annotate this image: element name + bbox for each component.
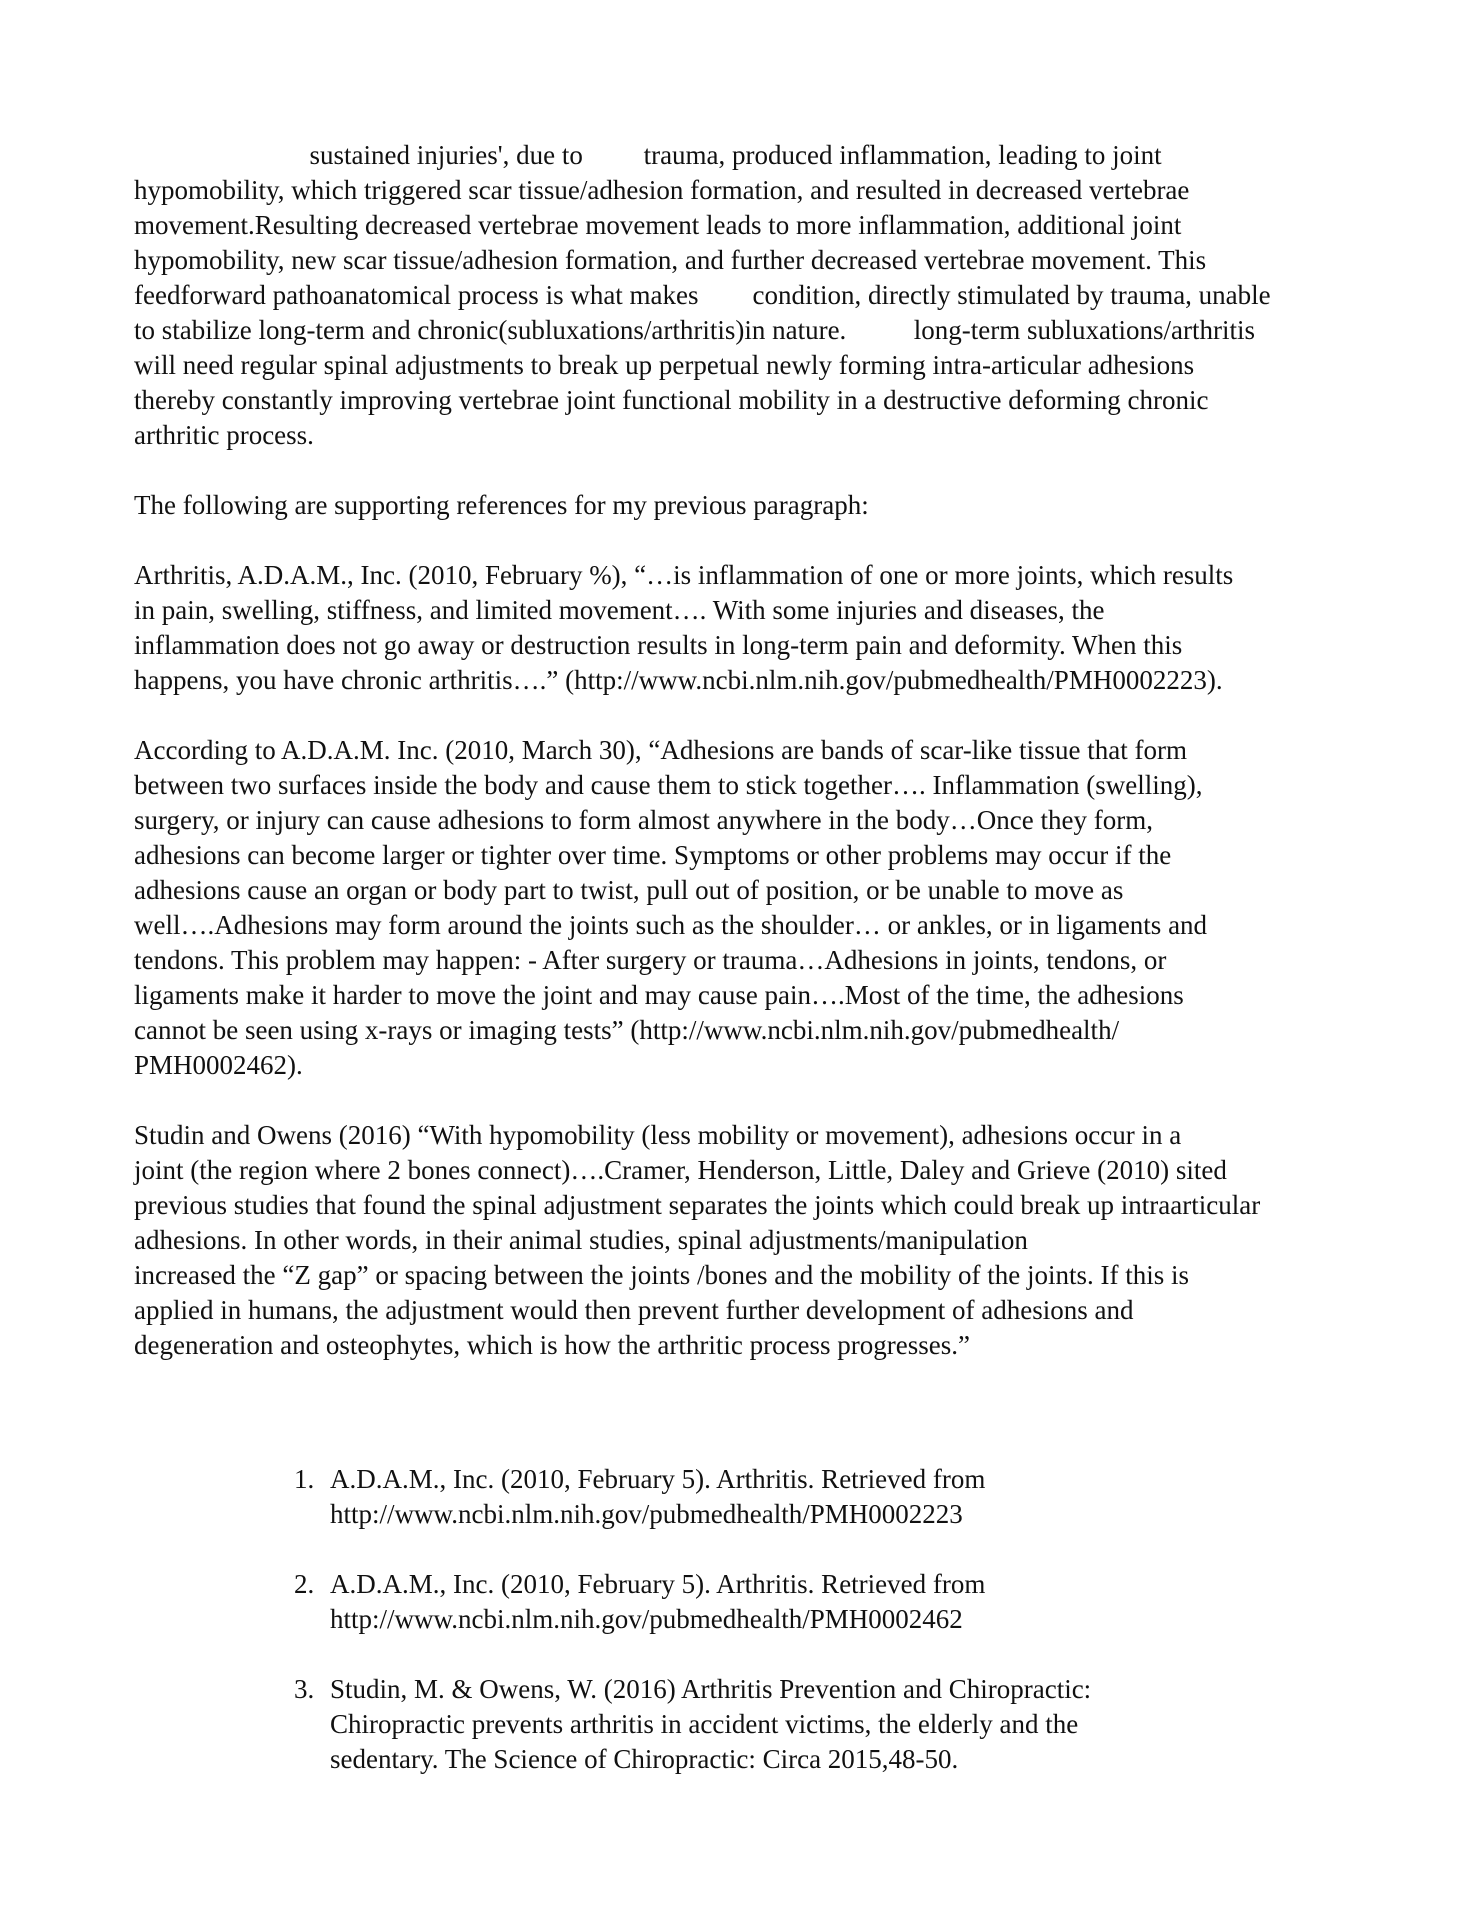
text-line: hypomobility, which triggered scar tissue/adhesion formation, and resulted in decreased vertebrae xyxy=(134,175,1190,205)
text-line: Arthritis, A.D.A.M., Inc. (2010, February %), “…is inflammation of one or more joints, which results xyxy=(134,560,1234,590)
reference-text: Studin, M. & Owens, W. (2016) Arthritis Prevention and Chiropractic: xyxy=(330,1674,1092,1704)
reference-item xyxy=(294,1672,1194,1777)
text-line: According to A.D.A.M. Inc. (2010, March 30), “Adhesions are bands of scar-like tissue that form xyxy=(134,735,1187,765)
reference-item xyxy=(294,1567,1194,1637)
paragraph-references-intro xyxy=(134,488,1374,523)
text-line: hypomobility, new scar tissue/adhesion formation, and further decreased vertebrae movement. This xyxy=(134,245,1207,275)
text-line: degeneration and osteophytes, which is how the arthritic process progresses.” xyxy=(134,1330,971,1360)
text-line: PMH0002462). xyxy=(134,1050,303,1080)
text-line: increased the “Z gap” or spacing between the joints /bones and the mobility of the joints. If this is xyxy=(134,1260,1189,1290)
text-line: surgery, or injury can cause adhesions to form almost anywhere in the body…Once they form, xyxy=(134,805,1153,835)
text-line: tendons. This problem may happen: - After surgery or trauma…Adhesions in joints, tendons, or xyxy=(134,945,1167,975)
text-line: ligaments make it harder to move the joint and may cause pain….Most of the time, the adhesions xyxy=(134,980,1184,1010)
text-line: sustained injuries', due to trauma, produced inflammation, leading to joint xyxy=(134,140,1162,170)
text-line: arthritic process. xyxy=(134,420,314,450)
reference-text: Chiropractic prevents arthritis in accident victims, the elderly and the xyxy=(330,1709,1079,1739)
text-line: previous studies that found the spinal adjustment separates the joints which could break up intraarticular xyxy=(134,1190,1261,1220)
text-line: adhesions cause an organ or body part to twist, pull out of position, or be unable to move as xyxy=(134,875,1124,905)
reference-list xyxy=(294,1567,1194,1637)
text-line: between two surfaces inside the body and cause them to stick together…. Inflammation (swelling), xyxy=(134,770,1203,800)
text-line: adhesions. In other words, in their animal studies, spinal adjustments/manipulation xyxy=(134,1225,1028,1255)
text-line: Studin and Owens (2016) “With hypomobility (less mobility or movement), adhesions occur in a xyxy=(134,1120,1182,1150)
text-line: applied in humans, the adjustment would then prevent further development of adhesions and xyxy=(134,1295,1134,1325)
reference-number: 3. xyxy=(294,1674,315,1704)
reference-link[interactable]: http://www.ncbi.nlm.nih.gov/pubmedhealth/PMH0002223 xyxy=(330,1499,963,1529)
reference-link[interactable]: http://www.ncbi.nlm.nih.gov/pubmedhealth/PMH0002462 xyxy=(330,1604,963,1634)
text-line: will need regular spinal adjustments to break up perpetual newly forming intra-articular adhesions xyxy=(134,350,1195,380)
text-line: in pain, swelling, stiffness, and limited movement…. With some injuries and diseases, the xyxy=(134,595,1105,625)
text-line: thereby constantly improving vertebrae joint functional mobility in a destructive deforming chronic xyxy=(134,385,1209,415)
reference-text: A.D.A.M., Inc. (2010, February 5). Arthritis. Retrieved from xyxy=(330,1569,986,1599)
text-line: feedforward pathoanatomical process is what makes condition, directly stimulated by trauma, unable xyxy=(134,280,1271,310)
text-line: The following are supporting references for my previous paragraph: xyxy=(134,490,869,520)
reference-list xyxy=(294,1462,1194,1532)
text-line: joint (the region where 2 bones connect)….Cramer, Henderson, Little, Daley and Grieve (2010) sited xyxy=(134,1155,1227,1185)
text-line: inflammation does not go away or destruction results in long-term pain and deformity. When this xyxy=(134,630,1183,660)
reference-item xyxy=(294,1462,1194,1532)
reference-text: sedentary. The Science of Chiropractic: Circa 2015,48-50. xyxy=(330,1744,959,1774)
paragraph-causation xyxy=(134,138,1374,453)
text-line: well….Adhesions may form around the joints such as the shoulder… or ankles, or in ligaments and xyxy=(134,910,1208,940)
text-line: adhesions can become larger or tighter over time. Symptoms or other problems may occur if the xyxy=(134,840,1172,870)
paragraph-adhesions-quote xyxy=(134,733,1374,1083)
text-line: happens, you have chronic arthritis….” (http://www.ncbi.nlm.nih.gov/pubmedhealth/PMH0002223). xyxy=(134,665,1223,695)
reference-number: 2. xyxy=(294,1569,315,1599)
reference-text: A.D.A.M., Inc. (2010, February 5). Arthritis. Retrieved from xyxy=(330,1464,986,1494)
paragraph-studin-owens-quote xyxy=(134,1118,1374,1363)
reference-list xyxy=(294,1672,1194,1777)
text-line: movement.Resulting decreased vertebrae movement leads to more inflammation, additional joint xyxy=(134,210,1182,240)
reference-number: 1. xyxy=(294,1464,315,1494)
text-line: to stabilize long-term and chronic(subluxations/arthritis)in nature. long-term subluxations/arthritis xyxy=(134,315,1256,345)
paragraph-arthritis-quote xyxy=(134,558,1374,698)
text-line: cannot be seen using x-rays or imaging tests” (http://www.ncbi.nlm.nih.gov/pubmedhealth/ xyxy=(134,1015,1120,1045)
